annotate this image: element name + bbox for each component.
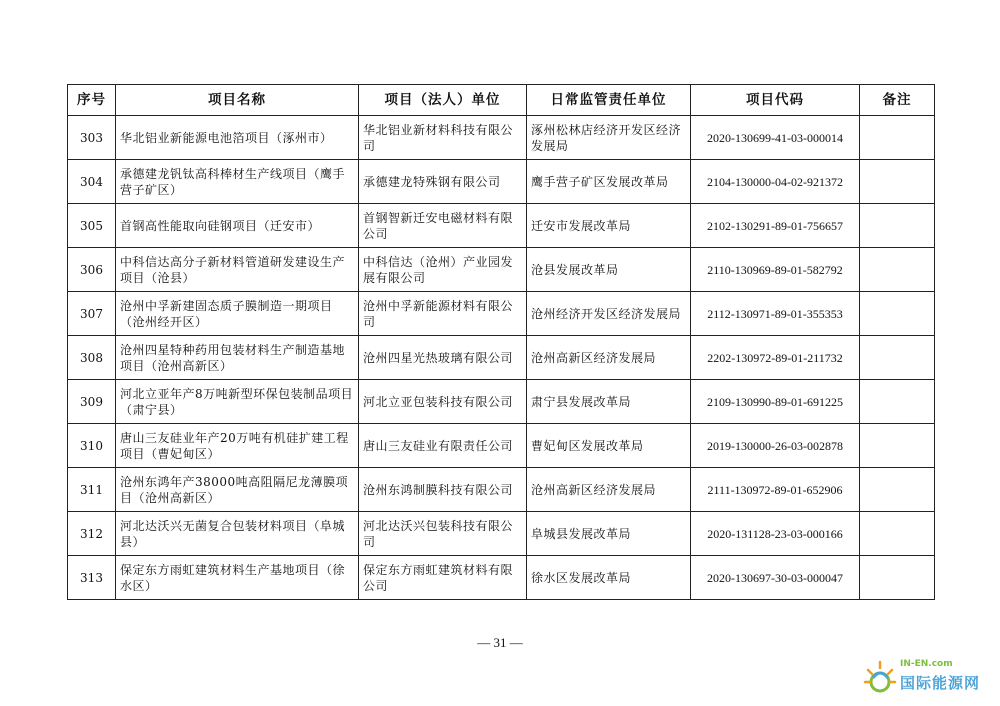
sun-leaf-icon bbox=[862, 656, 898, 700]
cell-project-name: 华北铝业新能源电池箔项目（涿州市） bbox=[116, 116, 359, 160]
cell-project-code: 2110-130969-89-01-582792 bbox=[691, 248, 860, 292]
cell-remark bbox=[860, 248, 935, 292]
cell-project-code: 2104-130000-04-02-921372 bbox=[691, 160, 860, 204]
cell-remark bbox=[860, 380, 935, 424]
cell-no: 311 bbox=[68, 468, 116, 512]
cell-remark bbox=[860, 556, 935, 600]
cell-legal-unit: 沧州四星光热玻璃有限公司 bbox=[359, 336, 527, 380]
cell-remark bbox=[860, 424, 935, 468]
cell-supervisor: 肃宁县发展改革局 bbox=[527, 380, 691, 424]
cell-legal-unit: 河北达沃兴包装科技有限公司 bbox=[359, 512, 527, 556]
cell-project-name: 首钢高性能取向硅钢项目（迁安市） bbox=[116, 204, 359, 248]
cell-legal-unit: 承德建龙特殊钢有限公司 bbox=[359, 160, 527, 204]
table-row bbox=[68, 248, 935, 292]
table-header-row bbox=[68, 85, 935, 116]
cell-supervisor: 迁安市发展改革局 bbox=[527, 204, 691, 248]
cell-no: 304 bbox=[68, 160, 116, 204]
watermark-name: 国际能源网 bbox=[900, 674, 981, 692]
table-row bbox=[68, 380, 935, 424]
cell-remark bbox=[860, 468, 935, 512]
cell-project-code: 2019-130000-26-03-002878 bbox=[691, 424, 860, 468]
cell-project-code: 2202-130972-89-01-211732 bbox=[691, 336, 860, 380]
cell-no: 306 bbox=[68, 248, 116, 292]
cell-supervisor: 涿州松林店经济开发区经济发展局 bbox=[527, 116, 691, 160]
cell-project-name: 保定东方雨虹建筑材料生产基地项目（徐水区） bbox=[116, 556, 359, 600]
cell-project-name: 河北达沃兴无菌复合包装材料项目（阜城县） bbox=[116, 512, 359, 556]
cell-supervisor: 沧州高新区经济发展局 bbox=[527, 468, 691, 512]
watermark-logo bbox=[862, 656, 992, 702]
header-project-code: 项目代码 bbox=[691, 85, 860, 116]
table-row bbox=[68, 336, 935, 380]
cell-legal-unit: 沧州东鸿制膜科技有限公司 bbox=[359, 468, 527, 512]
cell-remark bbox=[860, 160, 935, 204]
cell-no: 310 bbox=[68, 424, 116, 468]
cell-remark bbox=[860, 116, 935, 160]
table-row bbox=[68, 424, 935, 468]
table-row bbox=[68, 292, 935, 336]
cell-legal-unit: 保定东方雨虹建筑材料有限公司 bbox=[359, 556, 527, 600]
cell-supervisor: 曹妃甸区发展改革局 bbox=[527, 424, 691, 468]
header-no: 序号 bbox=[68, 85, 116, 116]
cell-project-name: 河北立亚年产8万吨新型环保包装制品项目（肃宁县） bbox=[116, 380, 359, 424]
table-row bbox=[68, 204, 935, 248]
watermark-domain: IN-EN.com bbox=[900, 659, 953, 669]
header-supervisor: 日常监管责任单位 bbox=[527, 85, 691, 116]
cell-project-code: 2020-130699-41-03-000014 bbox=[691, 116, 860, 160]
cell-no: 303 bbox=[68, 116, 116, 160]
project-table bbox=[67, 84, 935, 600]
cell-remark bbox=[860, 292, 935, 336]
cell-no: 305 bbox=[68, 204, 116, 248]
cell-supervisor: 徐水区发展改革局 bbox=[527, 556, 691, 600]
cell-remark bbox=[860, 336, 935, 380]
cell-supervisor: 沧州高新区经济发展局 bbox=[527, 336, 691, 380]
cell-project-code: 2109-130990-89-01-691225 bbox=[691, 380, 860, 424]
cell-project-name: 沧州中孚新建固态质子膜制造一期项目（沧州经开区） bbox=[116, 292, 359, 336]
table-row bbox=[68, 556, 935, 600]
cell-legal-unit: 沧州中孚新能源材料有限公司 bbox=[359, 292, 527, 336]
cell-project-name: 中科信达高分子新材料管道研发建设生产项目（沧县） bbox=[116, 248, 359, 292]
cell-remark bbox=[860, 512, 935, 556]
header-remark: 备注 bbox=[860, 85, 935, 116]
table-row bbox=[68, 512, 935, 556]
table-row bbox=[68, 468, 935, 512]
cell-legal-unit: 中科信达（沧州）产业园发展有限公司 bbox=[359, 248, 527, 292]
cell-legal-unit: 华北铝业新材料科技有限公司 bbox=[359, 116, 527, 160]
cell-project-name: 沧州四星特种药用包装材料生产制造基地项目（沧州高新区） bbox=[116, 336, 359, 380]
cell-project-code: 2020-130697-30-03-000047 bbox=[691, 556, 860, 600]
cell-project-code: 2111-130972-89-01-652906 bbox=[691, 468, 860, 512]
cell-project-code: 2112-130971-89-01-355353 bbox=[691, 292, 860, 336]
cell-no: 309 bbox=[68, 380, 116, 424]
cell-legal-unit: 首钢智新迁安电磁材料有限公司 bbox=[359, 204, 527, 248]
table-row bbox=[68, 116, 935, 160]
cell-project-code: 2102-130291-89-01-756657 bbox=[691, 204, 860, 248]
page-number: — 31 — bbox=[477, 635, 523, 650]
cell-remark bbox=[860, 204, 935, 248]
cell-project-name: 唐山三友硅业年产20万吨有机硅扩建工程项目（曹妃甸区） bbox=[116, 424, 359, 468]
cell-no: 307 bbox=[68, 292, 116, 336]
header-legal-unit: 项目（法人）单位 bbox=[359, 85, 527, 116]
cell-no: 308 bbox=[68, 336, 116, 380]
cell-supervisor: 阜城县发展改革局 bbox=[527, 512, 691, 556]
cell-project-code: 2020-131128-23-03-000166 bbox=[691, 512, 860, 556]
cell-legal-unit: 唐山三友硅业有限责任公司 bbox=[359, 424, 527, 468]
cell-supervisor: 沧州经济开发区经济发展局 bbox=[527, 292, 691, 336]
cell-project-name: 沧州东鸿年产38000吨高阻隔尼龙薄膜项目（沧州高新区） bbox=[116, 468, 359, 512]
cell-no: 313 bbox=[68, 556, 116, 600]
table-row bbox=[68, 160, 935, 204]
cell-project-name: 承德建龙钒钛高科棒材生产线项目（鹰手营子矿区） bbox=[116, 160, 359, 204]
cell-no: 312 bbox=[68, 512, 116, 556]
project-table-sheet bbox=[67, 84, 934, 600]
header-project-name: 项目名称 bbox=[116, 85, 359, 116]
cell-supervisor: 沧县发展改革局 bbox=[527, 248, 691, 292]
cell-legal-unit: 河北立亚包装科技有限公司 bbox=[359, 380, 527, 424]
cell-supervisor: 鹰手营子矿区发展改革局 bbox=[527, 160, 691, 204]
